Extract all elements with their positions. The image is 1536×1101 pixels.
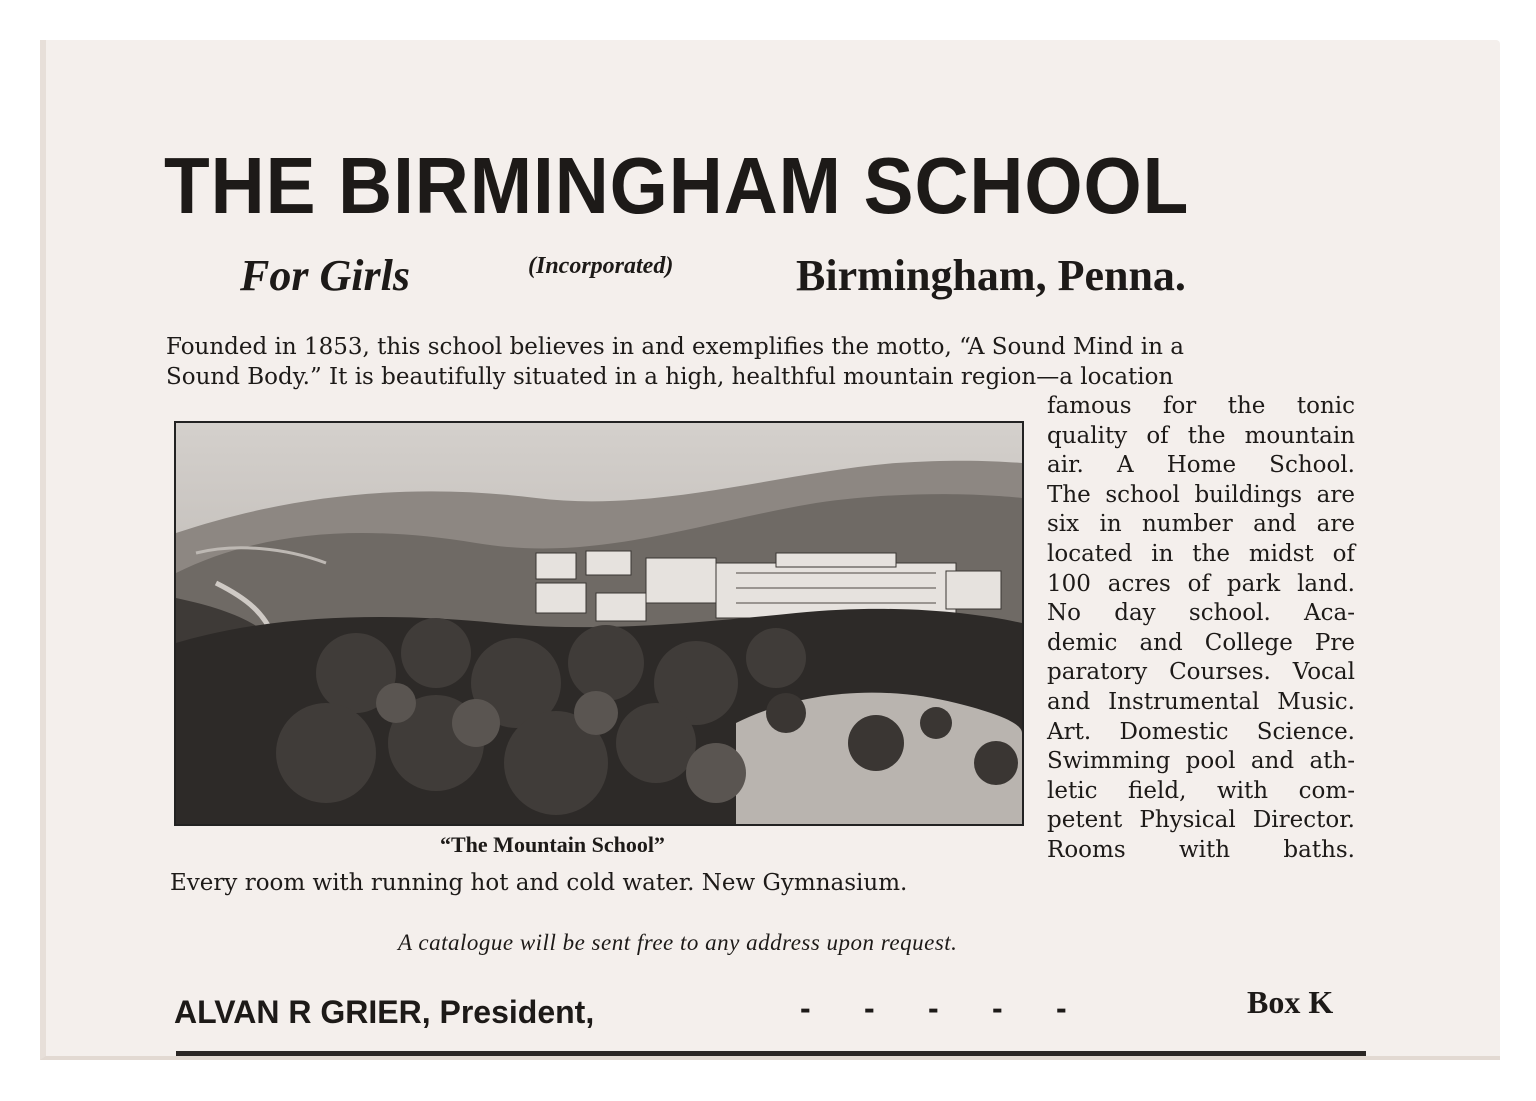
intro-line-2: Sound Body.” It is beautifully situated in a high, healthful mountain region—a location	[166, 364, 1174, 390]
description-line: famous for the tonic	[1047, 393, 1355, 419]
description-line: The school buildings are	[1047, 481, 1355, 508]
description-line: petent Physical Director.	[1047, 807, 1355, 834]
location-label: Birmingham, Penna.	[796, 251, 1186, 300]
description-column	[1047, 392, 1355, 866]
school-photo	[174, 421, 1024, 826]
leader-dots: - - - - -	[800, 990, 1067, 1026]
description-line: air. A Home School.	[1047, 452, 1355, 479]
description-line: Art. Domestic Science.	[1047, 718, 1355, 745]
description-line: located in the midst of	[1047, 540, 1355, 567]
school-title: THE BIRMINGHAM SCHOOL	[164, 141, 1190, 230]
description-line: paratory Courses. Vocal	[1047, 659, 1355, 686]
description-line: six in number and are	[1047, 511, 1355, 538]
president-line: ALVAN R GRIER, President,	[174, 994, 595, 1030]
bottom-rule	[176, 1051, 1366, 1056]
box-label: Box K	[1247, 984, 1334, 1020]
description-line: Swimming pool and ath-	[1047, 748, 1355, 775]
photo-caption: “The Mountain School”	[440, 832, 665, 857]
description-line: quality of the mountain	[1047, 422, 1355, 449]
catalogue-note: A catalogue will be sent free to any address upon request.	[398, 930, 958, 955]
intro-line-1: Founded in 1853, this school believes in and exemplifies the motto, “A Sound Mind in a	[166, 334, 1184, 360]
description-line: No day school. Aca-	[1047, 600, 1355, 627]
for-girls-label: For Girls	[240, 251, 410, 300]
incorporated-label: (Incorporated)	[528, 253, 674, 279]
description-line: demic and College Pre	[1047, 629, 1355, 656]
landscape-illustration	[176, 423, 1022, 824]
description-line: 100 acres of park land.	[1047, 570, 1355, 597]
description-line: and Instrumental Music.	[1047, 688, 1355, 715]
description-line: Rooms with baths.	[1047, 836, 1355, 863]
closing-line: Every room with running hot and cold water. New Gymnasium.	[170, 870, 908, 896]
description-line: letic field, with com-	[1047, 777, 1355, 804]
